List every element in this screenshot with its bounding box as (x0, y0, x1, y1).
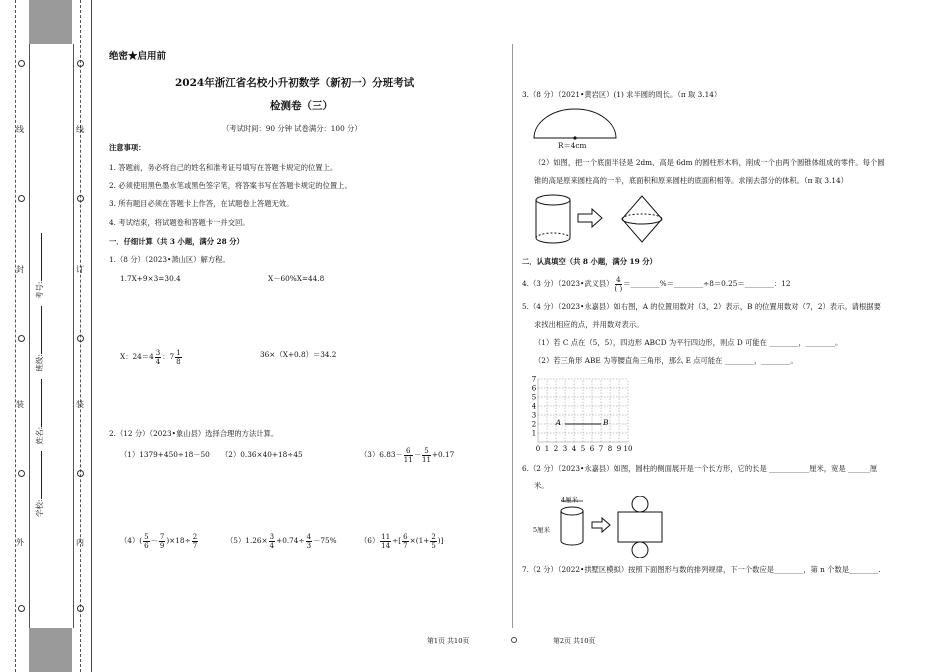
school-field[interactable] (33, 451, 42, 499)
q2-p5: （5）1.26× $\frac{3}{4}$ +0.74÷ $\frac{4}{3}$ －75% (226, 532, 337, 550)
q3-part2-line1: （2）如图，把一个底面半径是 2dm、高是 6dm 的圆柱形木料，削成一个由两个圆锥体组成的零件。每个圆 (534, 158, 885, 167)
class-field[interactable] (33, 306, 42, 354)
q5-line1: 5.（4 分）（2023•永嘉县）如右图，A 的位置用数对（3，2）表示，B 的位置用数对（7，2）表示。请根据要 (522, 302, 881, 311)
q3-radius-label: R＝4cm (558, 141, 587, 150)
binding-char: 外 (16, 538, 24, 547)
grid-x-tick-label: 8 (607, 445, 613, 453)
grid-y-tick-label: 3 (531, 411, 537, 420)
q1-eq-d: 36×（X+0.8）＝34.2 (260, 350, 337, 359)
binding-circle (77, 470, 84, 477)
grid-x-tick-label: 9 (616, 445, 622, 453)
footer-center-circle (511, 637, 517, 643)
q6-height-label: 4厘米 (561, 496, 579, 504)
fraction: $\frac{1}{8}$ (176, 348, 181, 366)
fraction: $\frac{11}{14}$ (381, 532, 391, 550)
fraction: $\frac{3}{4}$ (269, 532, 275, 550)
binding-circle (77, 605, 84, 612)
q6-line1: 6.（2 分）（2023•永嘉县）如图，圆柱的侧面展开是一个长方形，它的长是 ___________厘米，宽是 ______厘 (522, 464, 878, 473)
point-b-label: B (603, 418, 609, 427)
grid-x-tick-label: 6 (589, 445, 595, 453)
section1-heading: 一．仔细计算（共 3 小题，满分 28 分） (109, 237, 244, 246)
grid-y-tick-label: 1 (531, 429, 537, 438)
q5-sub1: （1）若 C 点在（5，5），四边形 ABCD 为平行四边形，则点 D 可能在 ________，________。 (534, 338, 843, 347)
grid-y-tick-label: 7 (531, 375, 537, 384)
fraction: $\frac{3}{4}$ (155, 348, 161, 366)
binding-circle (18, 60, 25, 67)
grid-x-tick-label: 2 (553, 445, 559, 453)
fraction: $\frac{7}{9}$ (159, 532, 165, 550)
q2-p2: （2）0.36×40+18÷45 (221, 450, 303, 459)
note-item: 2. 必须使用黑色墨水笔或黑色签字笔，将答案书写在答题卡规定的位置上。 (109, 181, 352, 190)
binding-char: 线 (16, 125, 24, 134)
school-label: 学校: (35, 499, 44, 517)
binding-circle (77, 335, 84, 342)
fraction: $\frac{6}{7}$ (403, 532, 408, 550)
note-item: 4. 考试结束，将试题卷和答题卡一并交回。 (109, 218, 250, 227)
exam-title: 2024年浙江省名校小升初数学（新初一）分班考试 (175, 77, 415, 89)
q6-line2: 米。 (534, 481, 549, 490)
q1-eq-a: 1.7X+9×3=30.4 (120, 274, 181, 283)
binding-gray-bottom-left (29, 628, 72, 672)
binding-gray-top-left (29, 0, 72, 44)
binding-circle (18, 195, 25, 202)
id-field[interactable] (33, 233, 42, 281)
note-item: 1. 答题前，务必将自己的姓名和准考证号填写在答题卡规定的位置上。 (109, 163, 338, 172)
name-field[interactable] (33, 379, 42, 427)
q2-p1: （1）1379+450÷18－50 (120, 450, 210, 459)
q2-p3: （3）6.83－ $\frac{6}{11}$ － $\frac{5}{11}$ +0.17 (360, 446, 455, 464)
grid-x-tick-label: 0 (535, 445, 541, 453)
footer-right-page: 第2页 共10页 (553, 637, 596, 645)
notes-heading: 注意事项： (109, 143, 146, 152)
grid-y-tick-label: 4 (531, 402, 537, 411)
cylinder-to-cone-figure (530, 192, 680, 247)
fraction: $\frac{5}{11}$ (422, 446, 431, 464)
section2-heading: 二．认真填空（共 8 小题，满分 19 分） (522, 257, 657, 266)
grid-x-tick-label: 4 (571, 445, 577, 453)
id-label: 考号: (35, 281, 44, 299)
binding-char: 线 (76, 125, 84, 134)
grid-x-tick-label: 5 (580, 445, 586, 453)
binding-circle (18, 605, 25, 612)
coordinate-grid (528, 372, 648, 454)
binding-char: 装 (16, 400, 24, 409)
name-label: 姓名: (35, 426, 44, 445)
q5-line2: 求找出相应的点，并用数对表示。 (534, 320, 644, 329)
grid-x-tick-label: 1 (544, 445, 550, 453)
q1-eq-c-prefix: X：24＝4 (120, 352, 154, 361)
q4: 4.（3 分）（2023•武义县） $\frac{4}{( )}$ ＝________%＝________÷8＝0.25＝________：12 (522, 275, 791, 293)
binding-char: 内 (76, 538, 84, 547)
fraction: $\frac{5}{6}$ (144, 532, 149, 550)
exam-info: （考试时间：90 分钟 试卷满分：100 分） (222, 124, 362, 133)
fraction: $\frac{4}{3}$ (306, 532, 312, 550)
grid-y-tick-label: 5 (531, 393, 537, 402)
binding-circle (77, 60, 84, 67)
fraction: $\frac{6}{11}$ (403, 446, 413, 464)
binding-char: 封 (16, 265, 24, 274)
q2-p4: （4）( $\frac{5}{6}$ － $\frac{7}{9}$ )×18÷ $\frac{2}{7}$ (120, 532, 198, 550)
q2-stem: 2.（12 分）（2023•象山县）选择合理的方法计算。 (109, 429, 279, 438)
footer-left-page: 第1页 共10页 (427, 637, 470, 645)
fraction: $\frac{2}{5}$ (431, 532, 436, 550)
grid-x-tick-label: 3 (562, 445, 568, 453)
binding-circle (77, 195, 84, 202)
point-a-label: A (555, 418, 561, 427)
binding-circle (18, 470, 25, 477)
q3-part2-line2: 锥的高是原来圆柱高的一半，底面积和原来圆柱的底面积相等。求削去部分的体积。（π 取 3.14） (534, 176, 848, 185)
q6-diameter-label: 5厘米 (533, 526, 551, 534)
q2-p6: （6） $\frac{11}{14}$ ÷[ $\frac{6}{7}$ ×(1+ $\frac{2}{5}$ )] (360, 532, 444, 550)
grid-x-tick-label: 7 (598, 445, 604, 453)
fraction: $\frac{2}{7}$ (192, 532, 198, 550)
fraction: $\frac{4}{( )}$ (614, 275, 623, 293)
q3-stem: 3.（8 分）（2021•黄岩区）(1) 求半圆的周长。（π 取 3.14） (522, 90, 722, 99)
page-divider (512, 44, 513, 628)
note-item: 3. 所有题目必须在答题卡上作答，在试题卷上答题无效。 (109, 199, 294, 208)
grid-x-tick-label: 10 (623, 445, 633, 453)
binding-char: 装 (76, 400, 84, 409)
q1-eq-b: X－60%X=44.8 (268, 274, 325, 283)
cylinder-net-figure (530, 496, 670, 558)
q5-sub2: （2）若三角形 ABE 为等腰直角三角形，那么 E 点可能在 ________，________。 (534, 356, 798, 365)
secret-label: 绝密★启用前 (109, 51, 167, 62)
grid-y-tick-label: 6 (531, 384, 537, 393)
q1-stem: 1.（8 分）（2023•萧山区）解方程。 (109, 255, 230, 264)
exam-subtitle: 检测卷（三） (270, 100, 333, 112)
class-label: 班级: (35, 354, 44, 372)
binding-char: 订 (76, 265, 84, 274)
binding-dotted-line-outer (15, 0, 16, 672)
student-info-fields (33, 157, 47, 517)
grid-y-tick-label: 2 (531, 420, 537, 429)
binding-solid-line (91, 0, 92, 672)
q7: 7.（2 分）（2022•拱墅区模拟）按照下面图形与数的排列规律，下一个数应是________，第 n 个数是________. (522, 565, 881, 574)
binding-circle (18, 335, 25, 342)
q1-eq-c: X：24＝4 $\frac{3}{4}$ ：7 $\frac{1}{8}$ (120, 348, 181, 366)
